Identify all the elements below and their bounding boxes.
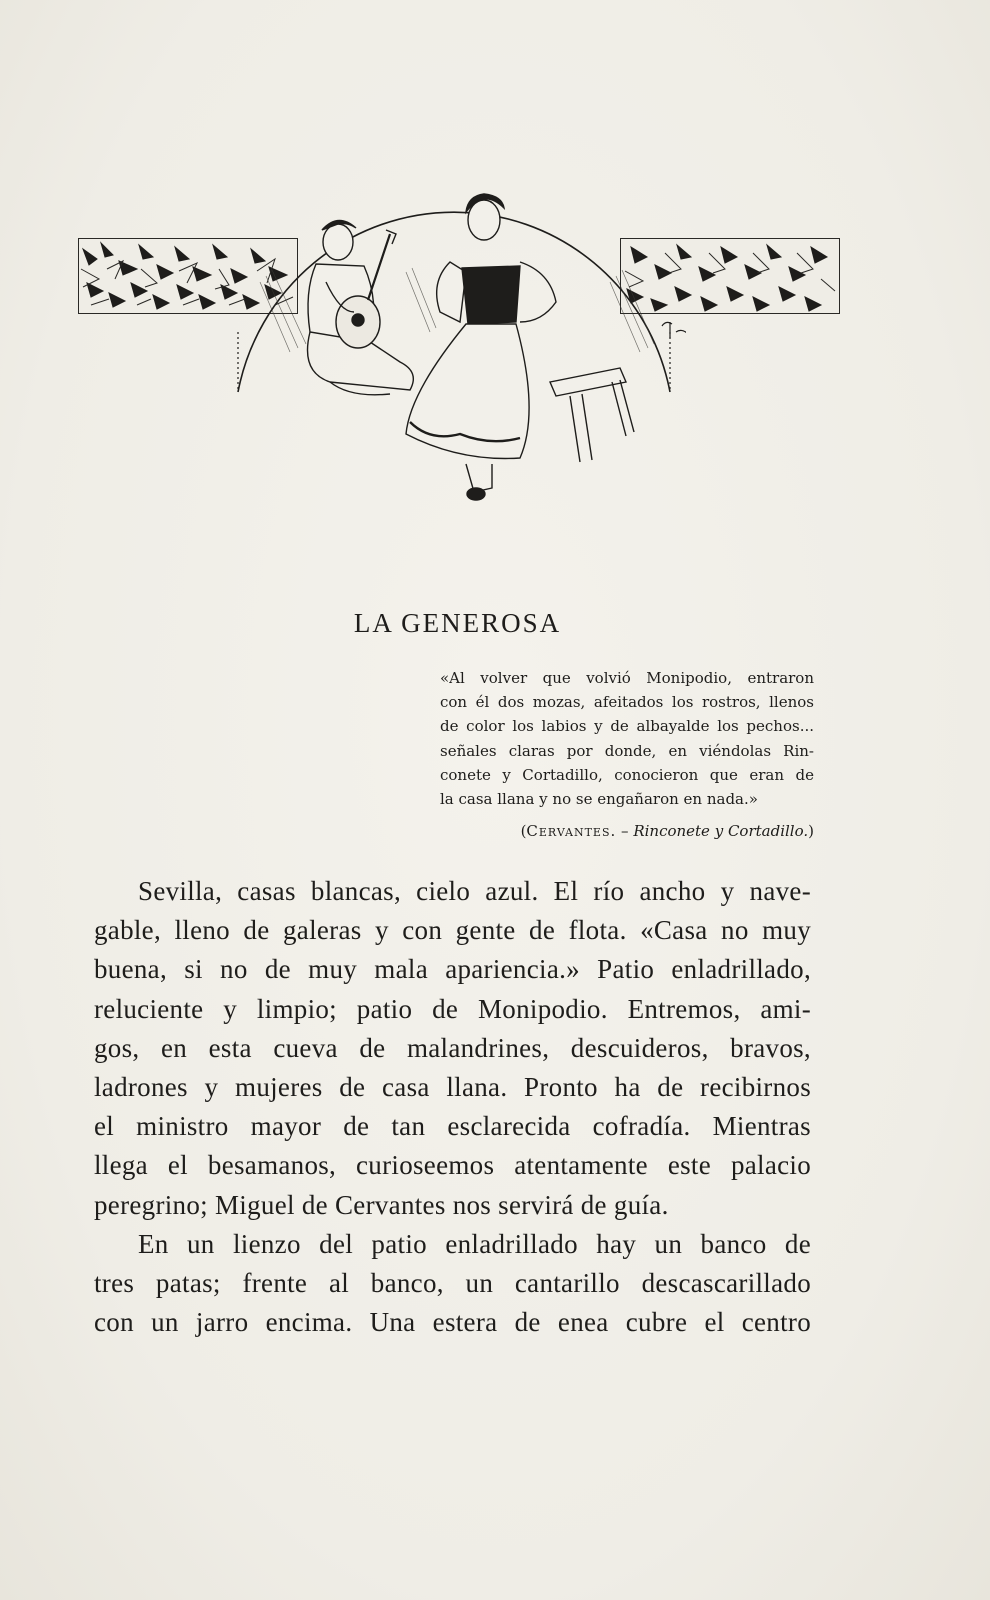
body-line: gable, lleno de galeras y con gente de flota. «Casa no muy	[94, 915, 811, 946]
attribution-close-paren: )	[808, 822, 814, 840]
body-line: ladrones y mujeres de casa llana. Pronto ha de recibirnos	[94, 1072, 811, 1103]
attribution-open-paren: (	[520, 822, 527, 840]
attribution-dash: –	[616, 822, 634, 840]
epigraph-line: señales claras por donde, en viéndolas Rin-	[440, 741, 814, 760]
epigraph-attribution	[440, 822, 814, 840]
body-line: llega el besamanos, curioseemos atentamente este palacio	[94, 1150, 811, 1181]
body-line: con un jarro encima. Una estera de enea cubre el centro	[94, 1307, 811, 1338]
body-line: el ministro mayor de tan esclarecida cofradía. Mientras	[94, 1111, 811, 1142]
guitarist-figure	[308, 220, 414, 394]
body-line: peregrino; Miguel de Cervantes nos servirá de guía.	[94, 1189, 669, 1220]
epigraph-line: con él dos mozas, afeitados los rostros, llenos	[440, 693, 814, 712]
header-illustration	[78, 172, 838, 512]
epigraph-line: «Al volver que volvió Monipodio, entraron	[440, 669, 814, 687]
body-text	[94, 872, 811, 1342]
body-line: tres patas; frente al banco, un cantarillo descascarillado	[94, 1268, 811, 1299]
chapter-title: LA GENEROSA	[353, 608, 562, 639]
attribution-author: Cervantes.	[526, 822, 617, 840]
body-line: gos, en esta cueva de malandrines, descuideros, bravos,	[94, 1032, 811, 1063]
vignette-drawing	[230, 172, 686, 512]
artist-signature	[662, 322, 686, 340]
epigraph-line: la casa llana y no se engañaron en nada.»	[440, 790, 758, 809]
body-line: reluciente y limpio; patio de Monipodio. Entremos, ami-	[94, 993, 811, 1024]
body-line: Sevilla, casas blancas, cielo azul. El río ancho y nave-	[138, 876, 811, 906]
attribution-work: Rinconete y Cortadillo.	[633, 822, 809, 840]
epigraph	[440, 666, 814, 811]
body-line: En un lienzo del patio enladrillado hay un banco de	[138, 1228, 811, 1259]
body-line: buena, si no de muy mala apariencia.» Patio enladrillado,	[94, 954, 811, 985]
woman-figure	[406, 194, 556, 500]
epigraph-line: de color los labios y de albayalde los pechos...	[440, 717, 814, 736]
epigraph-line: conete y Cortadillo, conocieron que eran de	[440, 765, 814, 784]
bench	[550, 368, 634, 462]
